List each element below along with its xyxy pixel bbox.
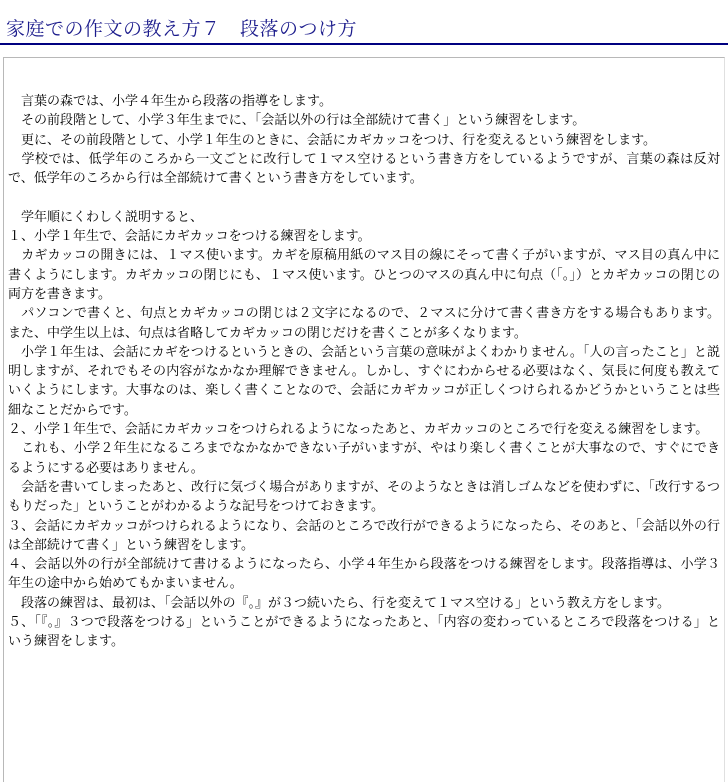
paragraph: 会話を書いてしまったあと、改行に気づく場合がありますが、そのようなときは消しゴムなどを使わずに、「改行するつもりだった」ということがわかるような記号をつけておきます。 xyxy=(8,479,720,515)
blank-line xyxy=(8,188,720,207)
paragraph: ３、会話にカギカッコがつけられるようになり、会話のところで改行ができるようになったら、そのあと、「会話以外の行は全部続けて書く」という練習をします。 xyxy=(8,518,720,553)
paragraph: 学校では、低学年のころから一文ごとに改行して１マス空けるという書き方をしているようですが、言葉の森は反対で、低学年のころから行は全部続けて書くという書き方をしています。 xyxy=(8,151,720,187)
title-bar xyxy=(0,0,728,46)
paragraph: 段落の練習は、最初は、「会話以外の『。』が３つ続いたら、行を変えて１マス空ける」という教え方をします。 xyxy=(8,595,670,611)
paragraph: その前段階として、小学３年生までに、「会話以外の行は全部続けて書く」という練習をします。 xyxy=(8,113,586,129)
paragraph: １、小学１年生で、会話にカギカッコをつける練習をします。 xyxy=(8,229,371,245)
paragraph: パソコンで書くと、句点とカギカッコの閉じは２文字になるので、２マスに分けて書く書き方をする場合もあります。また、中学生以上は、句点は省略してカギカッコの閉じだけを書くことが多くなります。 xyxy=(8,306,720,341)
article-body xyxy=(8,92,720,652)
paragraph: 学年順にくわしく説明すると、 xyxy=(8,209,204,225)
page-title: 家庭での作文の教え方７ 段落のつけ方 xyxy=(6,18,358,40)
paragraph: 更に、その前段階として、小学１年生のときに、会話にカギカッコをつけ、行を変えるという練習をします。 xyxy=(8,132,657,148)
paragraph: カギカッコの開きには、１マス使います。カギを原稿用紙のマス目の線にそって書く子がいますが、マス目の真ん中に書くようにします。カギカッコの閉じにも、１マス使います。ひとつのマスの真ん中に句点（「。」）とカギカッコの閉じの両方を書きます。 xyxy=(8,248,720,302)
title-divider xyxy=(0,43,728,45)
paragraph: これも、小学２年生になるころまでなかなかできない子がいますが、やはり楽しく書くことが大事なので、すぐにできるようにする必要はありません。 xyxy=(8,441,720,476)
paragraph: ５、「『。』３つで段落をつける」ということができるようになったあと、「内容の変わっているところで段落をつける」という練習をします。 xyxy=(8,615,720,650)
paragraph: ４、会話以外の行が全部続けて書けるようになったら、小学４年生から段落をつける練習をします。段落指導は、小学３年生の途中から始めてもかまいません。 xyxy=(8,557,720,592)
paragraph: ２、小学１年生で、会話にカギカッコをつけられるようになったあと、カギカッコのところで行を変える練習をします。 xyxy=(8,422,709,438)
content-box xyxy=(3,57,725,782)
paragraph: 言葉の森では、小学４年生から段落の指導をします。 xyxy=(8,94,332,109)
paragraph: 小学１年生は、会話にカギをつけるというときの、会話という言葉の意味がよくわかりません。「人の言ったこと」と説明しますが、それでもその内容がなかなか理解できません。しかし、すぐにわからせる必要はなく、気長に何度も教えていくようにします。大事なのは、楽しく書くことなので、会話にカギカッコが正しくつけられるかどうかということは些細なことだからです。 xyxy=(8,344,720,418)
